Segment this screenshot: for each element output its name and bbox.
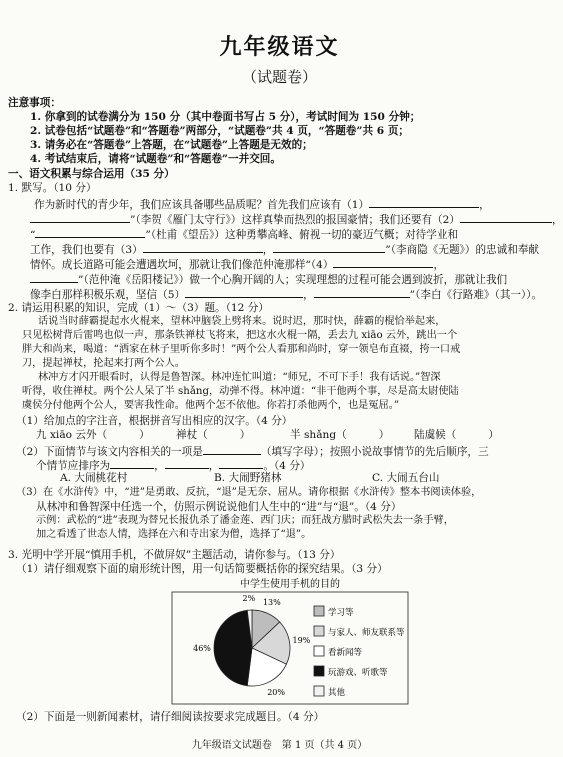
page-subtitle: （试题卷）: [241, 68, 317, 86]
legend-label-study: 学习等: [328, 608, 354, 618]
q2-sub3-line-2: 从林冲和鲁智深中任选一个，仿照示例说说他们人生中的“进”与“退”。（4 分）: [36, 501, 402, 513]
q1-line-2: ”（李贺《雁门太守行》）这样真挚而热烈的报国豪情；我们还要有（2） ，: [30, 211, 563, 227]
pie-label-other: 2%: [242, 594, 256, 604]
q2-passage-6: 听得，收住禅杖。两个公人呆了半 shǎng，动弹不得。林冲道：“非干他两个事，尽是高太尉使陆: [22, 386, 459, 397]
pie-label-study: 13%: [262, 598, 281, 608]
q2-label: 2. 请运用积累的知识，完成（1）～（3）题。（12 分）: [8, 302, 269, 314]
q1-label: 1. 默写。（10 分）: [8, 182, 97, 194]
q2-sub2-line-2: 个情节应排序为 ， ， 。（4 分）: [36, 457, 311, 473]
q2-passage-7: 虞侯分付他两个公人，要害我性命。他两个怎不依他。你若打杀他两个，也是冤屈。”: [22, 400, 400, 411]
q2-sub1-item-1: 九 xiāo 云外（ ）: [36, 429, 150, 441]
q1-line-4: 工作，我们也要有（3） ， ”（李商隐《无题》）的忠诚和奉献: [30, 241, 539, 257]
q3-sub2: （2）下面是一则新闻素材，请仔细阅读按要求完成题目。（4 分）: [16, 711, 325, 723]
legend-swatch-contact: [314, 626, 324, 636]
q1-line-3: “ ”（杜甫《望岳》）这种勇攀高峰、俯视一切的豪迈气概；对待学业和: [30, 226, 458, 242]
legend-swatch-study: [314, 606, 324, 616]
pie-slices: [214, 610, 290, 686]
q2-passage-2: 只见松树背后雷鸣也似一声，那条铁禅杖飞将来，把这水火棍一隔，丢去九 xiāo 云外，跳出一个: [22, 330, 458, 341]
note-item-4: 4. 考试结束后，请将“试题卷”和“答题卷”一并交回。: [30, 153, 281, 165]
q2-passage-3: 胖大和尚来，喝道：“洒家在林子里听你多时！”两个公人看那和尚时，穿一领皂布直裰，挎一口戒: [22, 344, 461, 355]
legend-label-other: 其他: [328, 688, 346, 698]
q2-passage-1: 话说当时薛霸提起水火棍来，望林冲脑袋上劈将来。说时迟，那时快，薛霸的棍恰举起来，: [38, 316, 446, 327]
q2-passage-5: 林冲方才闪开眼看时，认得是鲁智深。林冲连忙叫道：“师兄，不可下手！我有话说。”智深: [38, 372, 441, 383]
pie-chart: [172, 576, 408, 706]
pie-legend: [314, 606, 405, 698]
pie-label-games: 46%: [193, 644, 211, 653]
q2-sub2-line-1: （2）下面情节与该文内容相关的一项是 （填写字母）；按照小说故事情节的先后顺序，三: [16, 443, 489, 459]
legend-label-games: 玩游戏、听歌等: [328, 668, 388, 678]
pie-label-contact: 19%: [292, 636, 311, 646]
q2-sub1: （1）给加点的字注音，根据拼音写出相应的汉字。（4 分）: [16, 415, 293, 427]
q2-sub3-example-1: 示例：武松的“进”表现为替兄长报仇杀了潘金莲、西门庆；而狂战方腊时武松失去一条手臂，: [36, 515, 454, 526]
legend-label-contact: 与家人、师友联系等: [328, 628, 405, 638]
legend-swatch-games: [314, 666, 324, 676]
q2-sub1-item-2: 禅杖（ ）: [176, 429, 251, 441]
pie-slice-games: [214, 610, 252, 685]
q1-line-5: 情怀。成长道路可能会遭遇坎坷，那就让我们像范仲淹那样“（4） ，: [30, 256, 444, 272]
note-item-2: 2. 试卷包括“试题卷”和“答题卷”两部分，“试题卷”共 4 页，“答题卷”共 6 页；: [30, 125, 410, 137]
q2-sub1-item-3: 半 shǎng（ ）: [290, 429, 390, 441]
q2-option-c: C. 大闹五台山: [372, 472, 440, 484]
note-item-3: 3. 请务必在“答题卷”上答题，在“试题卷”上答题是无效的；: [30, 139, 313, 151]
q1-line-1: 作为新时代的青少年，我们应该具备哪些品质呢？首先我们应该有（1） ，: [34, 196, 490, 212]
q2-option-a: A. 大闹桃花村: [60, 472, 128, 484]
legend-swatch-other: [314, 686, 324, 696]
q2-sub3-example-2: 加之看透了世态人情，选择在六和寺出家为僧，选择了“退”。: [36, 529, 312, 540]
note-item-1: 1. 你拿到的试卷满分为 150 分（其中卷面书写占 5 分），考试时间为 150 分钟；: [30, 111, 421, 123]
page-title: 九年级语文: [219, 34, 340, 60]
pie-label-news: 20%: [267, 687, 285, 697]
q2-passage-4: 刀，提起禅杖，抡起来打两个公人。: [22, 358, 185, 369]
q3-sub1: （1）请仔细观察下面的扇形统计图，用一句话简要概括你的探究结果。（3 分）: [16, 563, 388, 575]
legend-label-news: 看新闻等: [328, 648, 363, 658]
page-footer: 九年级语文试题卷 第 1 页（共 4 页）: [191, 740, 368, 751]
q2-option-b: B. 大闹野猪林: [214, 472, 282, 484]
q1-line-7: 像李白那样积极乐观，坚信（5） ， ”（李白《行路难》（其一））。: [30, 286, 542, 302]
notes-heading: 注意事项：: [8, 97, 61, 109]
q2-sub1-item-4: 陆虞候（ ）: [414, 429, 499, 441]
section1-heading: 一、语文积累与综合运用（35 分）: [8, 168, 175, 180]
q1-line-6: ”（范仲淹《岳阳楼记》）做一个心胸开阔的人；实现理想的过程可能会遇到波折，那就让我们: [30, 271, 507, 287]
q3-label: 3. 光明中学开展“慎用手机，不做屏奴”主题活动，请你参与。（13 分）: [8, 549, 341, 561]
chart-title: 中学生使用手机的目的: [240, 579, 340, 590]
legend-swatch-news: [314, 646, 324, 656]
q2-sub3-line-1: （3）在《水浒传》中，“进”是勇敢、反抗，“退”是无奈、屈从。请你根据《水浒传》整本书阅读体验，: [16, 487, 482, 498]
